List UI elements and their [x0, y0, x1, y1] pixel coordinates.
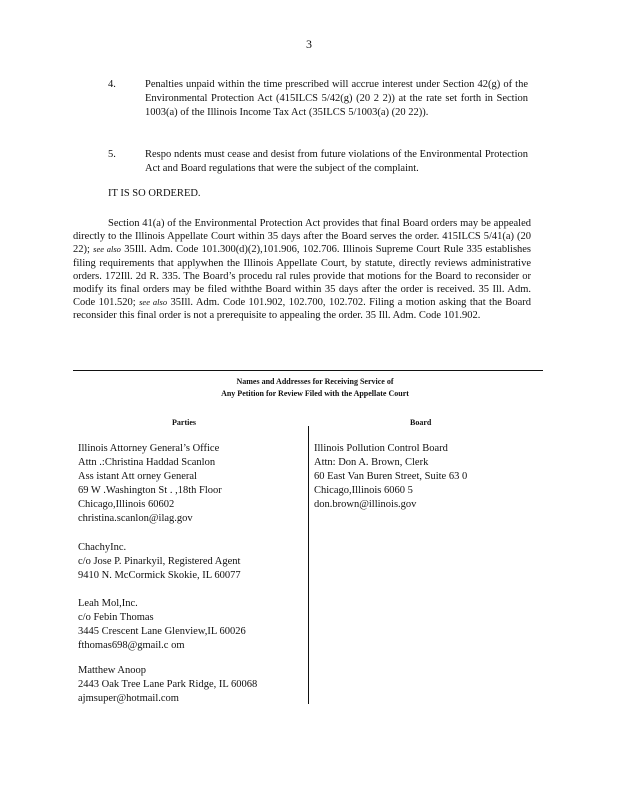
party-address-block — [78, 664, 303, 706]
email-address: don.brown@illinois.gov — [314, 499, 417, 510]
address-line: c/o Jose P. Pinarkyil, Registered Agent — [78, 556, 241, 567]
appeal-text-part2: 35Ill. Adm. Code 101.300(d)(2),101.906, 102.706. Illinois Supreme Court Rule 335 establishes filing requirements that applywhen the Illinois Appellate Court, by statute, directly reviews administrative orders. 172Ill. 2d R. 335. The Board’s procedu ral rules provide that motions for the Board to reconsider or modify its final orders may be filed withthe Board within 35 days after the order is received. 35 Ill. Adm. Code 101.520; — [73, 244, 532, 309]
board-address-block — [314, 442, 539, 512]
address-line: Chicago,Illinois 6060 5 — [314, 485, 413, 496]
address-line: Chicago,Illinois 60602 — [78, 499, 175, 510]
appeal-text-part3: 35Ill. Adm. Code 101.902, 102.700, 102.702. Filing a motion asking that the Board reconsider this final order is not a prerequisite to appealing the order. 35 Ill. Adm. Code 101.902. — [73, 297, 531, 322]
parties-column-heading: Parties — [172, 418, 196, 427]
section-divider — [73, 370, 543, 371]
email-address: ajmsuper@hotmail.com — [78, 693, 179, 704]
address-line: Leah Mol,Inc. — [78, 598, 138, 609]
order-item-text: Respo ndents must cease and desist from future violations of the Environmental Protection Act and Board regulations that were the subject of the complaint. — [145, 149, 528, 174]
see-also-citation: see also — [139, 297, 168, 308]
service-heading-line: Names and Addresses for Receiving Service of — [236, 377, 394, 386]
party-address-block — [78, 442, 303, 526]
service-heading-line: Any Petition for Review Filed with the Appellate Court — [221, 389, 409, 398]
address-line: Illinois Pollution Control Board — [314, 443, 448, 454]
address-line: 3445 Crescent Lane Glenview,IL 60026 — [78, 626, 246, 637]
address-line: c/o Febin Thomas — [78, 612, 154, 623]
address-line: ChachyInc. — [78, 542, 127, 553]
so-ordered-statement: IT IS SO ORDERED. — [108, 188, 201, 199]
order-item-number: 4. — [108, 79, 116, 90]
see-also-citation: see also — [93, 244, 121, 255]
address-line: Matthew Anoop — [78, 665, 146, 676]
party-address-block — [78, 541, 303, 583]
address-line: Ass istant Att orney General — [78, 471, 197, 482]
column-divider — [308, 426, 309, 704]
order-item-number: 5. — [108, 149, 116, 160]
address-line: 69 W .Washington St . ,18th Floor — [78, 485, 222, 496]
board-column-heading: Board — [410, 418, 432, 427]
address-line: Illinois Attorney General’s Office — [78, 443, 220, 454]
address-line: Attn: Don A. Brown, Clerk — [314, 457, 429, 468]
email-address: fthomas698@gmail.c om — [78, 640, 185, 651]
address-line: Attn .:Christina Haddad Scanlon — [78, 457, 216, 468]
address-line: 9410 N. McCormick Skokie, IL 60077 — [78, 570, 241, 581]
service-list-heading — [150, 376, 480, 400]
address-line: 60 East Van Buren Street, Suite 63 0 — [314, 471, 468, 482]
address-line: 2443 Oak Tree Lane Park Ridge, IL 60068 — [78, 679, 258, 690]
email-address: christina.scanlon@ilag.gov — [78, 513, 193, 524]
party-address-block — [78, 597, 303, 653]
appeal-rights-paragraph — [73, 217, 531, 323]
order-item-text: Penalties unpaid within the time prescribed will accrue interest under Section 42(g) of the Environmental Protection Act (415ILCS 5/42(g) (20 2 2)) at the rate set forth in Section 1003(a) of the Illinois Income Tax Act (35ILCS 5/1003(a) (20 22)). — [145, 79, 528, 118]
order-item-5 — [108, 148, 528, 176]
order-item-4 — [108, 78, 528, 120]
appeal-text-part1: Section 41(a) of the Environmental Protection Act provides that final Board orders may be appealed directly to the Illinois Appellate Court within 35 days after the Board serves the order. 415ILCS 5/41(a) (20 22); — [73, 218, 531, 256]
page-number: 3 — [306, 37, 312, 51]
